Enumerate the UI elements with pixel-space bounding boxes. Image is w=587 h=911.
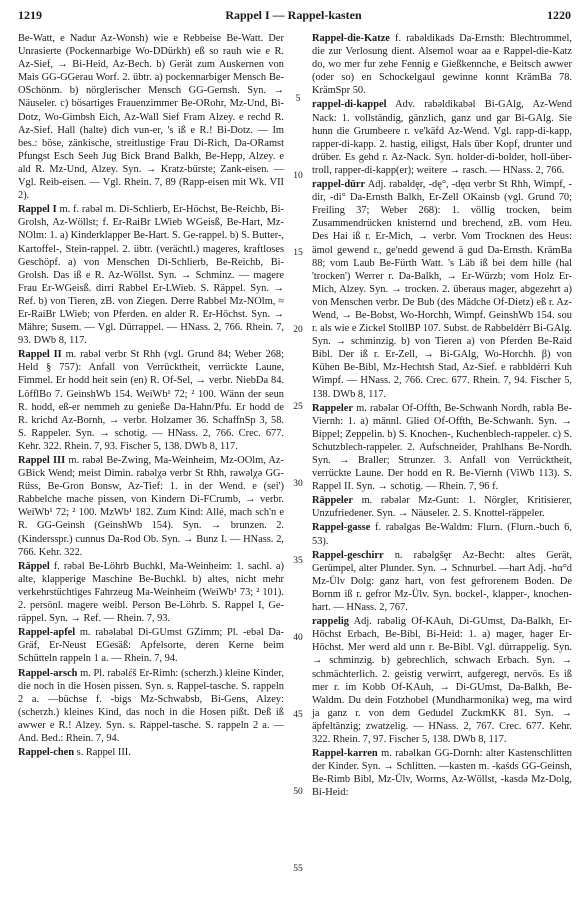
entry-text: m. rabəl Be-Zwing, Ma-Weinheim, Mz-OOlm, Az-GBick Wend; meist Dimin. rabəlχə verbr St Rhh, rawəlχə GG-Rüss, Be-Gron Bonsw, Az-Tief: 1. in der Wend. e (sei') Rabbelche mache pissen, von Kindern Di-FCrumb, → verbr. WeiWb¹ 72; ² 100. MzWb¹ 182. Zum Kind: Allé, mach sch'n e R. GG-Geinsh (GeinshWb 154). Syn. → brunzen. 2. (Kindersspr.) cunnus Da-Rod Ob. Syn. → Bunz I. — HNass. 2, 766. Kehr. 322. bbox=[18, 455, 285, 558]
line-number: 35 bbox=[293, 555, 303, 566]
entry-text: m. f. rabəl m. Di-Schlierb, Er-Höchst, Be-Reichb, Bi-Grolsh, Az-Wöllst; f. Er-RaiBr LWieb WGeisß, Be-Hart, Mz-NOlm: 1. a) Kinderklapper Be-Hart. S. Ge-rappel. b) S. Butter-, Kartoffel-, Stein-rappel. 2. übtr. (verächtl.) mageres, kraftloses Geschöpf. a) von Menschen Di-Schlierb, Be-Reichb, Bi-Grolsh. Das iß e R. Az-Wöllst. Syn. → Schminz. — magere Frau Er-WGeisß. dirri Rabbel Er-LWieb. S. Räppel. Syn. → Ref. b) von Tieren, zB. von Ziegen. Derre Rabbel Mz-NOlm, ≈ Er-RaiBr LWieb; von Pferden. en alder R. Er-Höchst. Syn. → Mähre; Susem. — Vgl. Dürrappel. — HNass. 2, 766. Rhein. 7, 93. DWb 8, 117. bbox=[18, 204, 284, 347]
entry-headword: Rappel II bbox=[18, 349, 62, 361]
entry-headword: Rappel-gasse bbox=[312, 522, 371, 534]
entry-text: Adj. rabəlig Of-KAuh, Di-GUmst, Da-Balkh, Er-Höchst Erbach, Be-Bibl, Bi-Heid: 1. a) mager, hager Er-Höchst. Mer werd ald unn r. Be-Bibl. Vgl. dürrappelig. Syn. → schminzig. b) gebrechlich, schwach Erbach. Syn. → schmächterlich. 2. geistig verwirrt, aufgeregt, nervös. Es iß mer r. im Kobb Of-KAuh, → Di-GUmst, Da-Balkh, Be-Waldm. Du dein Fotzhobel (Mundharmonika) weg, ma wird ja ganz r. von dem Gedudel ZuckmKK 81. Syn. → äpfeltänzig; zwatzelig. — HNass. 2, 767. Crec. 677. Kehr. 322. Rhein. 7, 97. Fischer 5, 138. DWb 8, 117. bbox=[312, 616, 572, 745]
entry-headword: Rappel-karren bbox=[312, 748, 378, 760]
entry-text: Adv. rabəldikabəl Bi-GAlg, Az-Wend Nack: 1. vollständig, gänzlich, ganz und gar Bi-GAlg. Sie hunn die Grumbeere r. ve'käfd Az-Wend. Vgl. rapp-di-kapp, rapper-di-kapp. 2. hastig, eiligst, Hals über Kopf, drunter und drüber. Es gehd r. Az-Nack. Syn. holder-di-bolder, holl-über-troll, rapper-di-kapp(er); weitere → rasch. — HNass. 2, 766. bbox=[312, 99, 572, 176]
line-number: 30 bbox=[293, 478, 303, 489]
entry-headword: Rappel-chen bbox=[18, 747, 74, 759]
dictionary-entry bbox=[18, 746, 284, 759]
dictionary-entry bbox=[312, 98, 572, 177]
entry-text: m. rabəlkan GG-Dornh: alter Kastenschlitten der Kinder. Syn. → Schlitten. —kasten m. -kaśds GG-Geinsh, Be-Rimb Bibl, Mz-Ülv, Worms, Az-Wöllst, -kasdə Mz-Dolg, Bi-Heid: bbox=[312, 748, 572, 799]
left-page-number: 1219 bbox=[18, 8, 42, 22]
dictionary-entry bbox=[312, 402, 572, 494]
line-number: 15 bbox=[293, 247, 303, 258]
dictionary-entry bbox=[18, 203, 284, 347]
line-number: 10 bbox=[293, 170, 303, 181]
line-number: 25 bbox=[293, 401, 303, 412]
entry-headword: rappelig bbox=[312, 616, 349, 628]
dictionary-entry bbox=[18, 348, 284, 453]
entry-text: m. rabələr Of-Offth, Be-Schwanh Nordh, rablə Be-Viernh: 1. a) männl. Glied Of-Offth, Be-Schwanh. Syn. → Bippel; Zeppelin. b) S. Knochen-, Kuchenblech-rappeler. c) S. Schutzblech-rappeler. 2. Aufschneider, Prahlhans Be-Nordh. Syn. → Braller; Strunzer. 3. Anfall von Verrücktheit, verrückte Laune. Der hodd en R. Be-Viernh (ViWb 113). S. Rappel II. Syn. → schotig. — Rhein. 7, 96 f. bbox=[312, 402, 572, 493]
entry-text: n. rabəlgšęr Az-Becht: altes Gerät, Gerümpel, alter Plunder. Syn. → Schnurbel. —hart Adj. -hα°d Mz-Ülv Dolg: ganz hart, von fest gefrorenem Boden. De Bornm iß r. gefror Mz-Ülv. Syn. bockel-, klapper-, knochen-hart. — HNass. 2, 767. bbox=[312, 549, 572, 614]
dictionary-entry bbox=[18, 626, 284, 665]
line-number: 40 bbox=[293, 632, 303, 643]
entry-text: m. Pl. rabəlέš Er-Rimh: (scherzh.) kleine Kinder, die noch in die Hosen pissen. Syn. s. Rappel-tasche. S. rappeln 2 a. —büchse f. -bigs Mz-Schwabsb, Bi-Gens, Alzey: (scherzh.) kleines Kind, das noch in die Hosen pißt. Deß iß awwer e R.! Alzey. Syn. s. Rappel-tasche. S. rappeln 2 a. — And. Bed.: Rhein. 7, 94. bbox=[18, 667, 284, 744]
dictionary-entry bbox=[18, 32, 284, 202]
entry-headword: Rappel-arsch bbox=[18, 667, 78, 679]
dictionary-entry bbox=[312, 178, 572, 401]
line-number: 55 bbox=[293, 863, 303, 874]
entry-headword: Rappel-apfel bbox=[18, 627, 76, 639]
entry-text: f. rabəlgas Be-Waldm: Flurn. (Flurn.-buch 6, 53). bbox=[312, 522, 572, 547]
entry-headword: Räppel bbox=[18, 560, 50, 572]
entry-text: f. rabəldikads Da-Ernsth: Blechtrommel, die zur Verlosung dient. Alsemol woar aa e Rappel-die-Katz do, wo mer fur zehe Fennig e Gießkennche, e Beitsch awwer (oder so) en Schockelgaul gewinne konnt KrämBa 78. KrämSpr 50. bbox=[312, 33, 572, 97]
line-number: 20 bbox=[293, 324, 303, 335]
line-number: 45 bbox=[293, 709, 303, 720]
dictionary-entry bbox=[18, 454, 284, 559]
dictionary-entry bbox=[312, 615, 572, 746]
entry-headword: Rappeler bbox=[312, 402, 353, 414]
entry-text: m. rabəlabəl Di-GUmst GZimm; Pl. -ebəl Da-Gräf, Er-Neust EGesäß: Apfelsorte, deren Kerne beim Schütteln rappeln 1 a. — Rhein. 7, 94. bbox=[18, 627, 284, 665]
entry-text: m. rəbələr Mz-Gunt: 1. Nörgler, Kritisierer, Unzufriedener. Syn. → Näuseler. 2. S. Knottel-räppeler. bbox=[312, 495, 572, 520]
entry-text: Adj. rabəldęr, -dę°, -dęα verbr St Rhh, Wimpf, -dir, -di° Da-Ernsth Balkh, Er-Zell OKainsb (vgl. Grund 70; Freiling 37; Weber 268): 1. völlig trocken, beim Zusammendrücken knisternd und brechend, zB. vom Heu. Des Hai iß r. Er-Mich, → verbr. Vom Trocknen des Heus: ämol gewend r., ge'nedd gewend ä gud Da-Ernsth. KrämBa 88; vom Laub Be-Fürth Watt. 's Läb iß bei dem hille (hal 'trocken') Werrer r. Da-Balkh, → Er-Würzb; vom Holz Er-Mich, Alzey. Syn. → trocken. 2. überaus mager, abgezehrt a) von Menschen verbr. De Bub (des Mädche Of-Dietz) eß r. Az-Wend, → Be-Bobst, Wo-Horchh, Wimpf. GeinshWb 154. sou r. als wie e Zickel StollBP 107. Subst. de Rabbeldèrr Bi-GAlg. Syn. → schminzig. b) von Tieren a) von Pferden Be-Raid Bibl. Der iß r. Er-Zell, → Bi-GAlg, Wo-Horchh. β) von Kühen Be-Bibl, Mz-Hechtsh Stad, Az-Sief. e rabbldérri Kuh Wimpf. — HNass. 2, 766. Crec. 677. Rhein. 7, 94. Fischer 5, 138. DWb 8, 117. bbox=[312, 179, 572, 400]
dictionary-entry bbox=[312, 549, 572, 614]
entry-headword: Rappel-geschirr bbox=[312, 549, 384, 561]
entry-text: m. rabəl verbr St Rhh (vgl. Grund 84; Weber 268; Held § 757): Anfall von Verrücktheit, verrückte Laune, Fimmel. Er hodd heit sein (en) R. Of-Sel, → verbr. NiebDa 84. LöfflBo 7. GeinshWb 154. WeiWb¹ 72; ² 100. Wänn der seun R. hodd, eß-er nemmeh zu genieße Da-Hahn/Pfu. Er hodd de R. krichd Az-Bornh, → verbr. Holzamer 36. SchaffnSp 3, 58. S. Rappeler. Syn. → schotig. — HNass. 2, 766. Crec. 677. Kehr. 322. Rhein. 7, 93. Fischer 5, 138. DWb 8, 117. bbox=[18, 349, 284, 452]
running-title: Rappel I — Rappel-kasten bbox=[225, 8, 362, 22]
dictionary-entry bbox=[312, 494, 572, 520]
entry-headword: Räppeler bbox=[312, 495, 353, 507]
right-page-number: 1220 bbox=[547, 8, 571, 22]
entry-headword: Rappel-die-Katze bbox=[312, 33, 390, 44]
left-column bbox=[18, 32, 284, 760]
page-header bbox=[0, 8, 587, 28]
entry-headword: Rappel I bbox=[18, 204, 57, 216]
entry-headword: Rappel III bbox=[18, 455, 66, 466]
dictionary-entry bbox=[312, 521, 572, 547]
dictionary-entry bbox=[18, 560, 284, 625]
entry-headword: rappel-di-kappel bbox=[312, 99, 387, 111]
entry-text: s. Rappel III. bbox=[76, 747, 131, 759]
right-column bbox=[312, 32, 572, 800]
entry-text: f. rəbəl Be-Löhrb Buchkl, Ma-Weinheim: 1. sachl. a) alte, klapperige Maschine Be-Buchkl. b) altes, nicht mehr verkehrstüchtiges Fahrzeug Ma-Weinheim (WeiWb¹ 73; ² 101). 2. persönl. magere weibl. Person Be-Löhrb. S. Rappel I, Ge-räppel. Syn. → Ref. — Rhein. 7, 93. bbox=[18, 560, 284, 625]
dictionary-entry bbox=[312, 747, 572, 799]
entry-headword: rappel-dürr bbox=[312, 179, 366, 191]
line-number: 5 bbox=[295, 93, 301, 104]
entry-text: Be-Watt, e Nadur Az-Wonsh) wie e Rebbeise Be-Watt. Der Unrasierte (Pockennarbige Wo-DDürkh) eß so rauh wie e R. Az-Sief, → Bi-Heid, Az-Bech. b) Gerät zum Auskernen von Mais GG-GGerau Worf. 2. übtr. a) pockennarbiger Mensch Be-OSchönm. b) nörglerischer Mensch GG-Gernsh. Syn. → Näuseler. c) bösartiges Frauenzimmer Be-ORohr, Mz-Und, Bi-Dotz, Wo-Gimbsh Eich, Az-Wall Sief Fram Alzey. e rechd R. Az-Sief. Hall (halte) dich vun-er, 's iß e R.! Bi-Dotz. — Im bes.: böse, zänkische, streitlustige Frau Di-Rich, Da-ORamst Pfungst Esch Seeh Jug Bick Brand Balkh, Be-Hepp, Alzey. e ald R. Mz-Und, Alzey. Syn. → Kratz-bürste; Zank-eisen. — Vgl. Reib-eisen. — Vgl. Rhein. 7, 89 (Rapp-eisen mit Wk. VII 2). bbox=[18, 33, 284, 202]
dictionary-entry bbox=[312, 32, 572, 97]
line-number: 50 bbox=[293, 786, 303, 797]
dictionary-entry bbox=[18, 667, 284, 746]
